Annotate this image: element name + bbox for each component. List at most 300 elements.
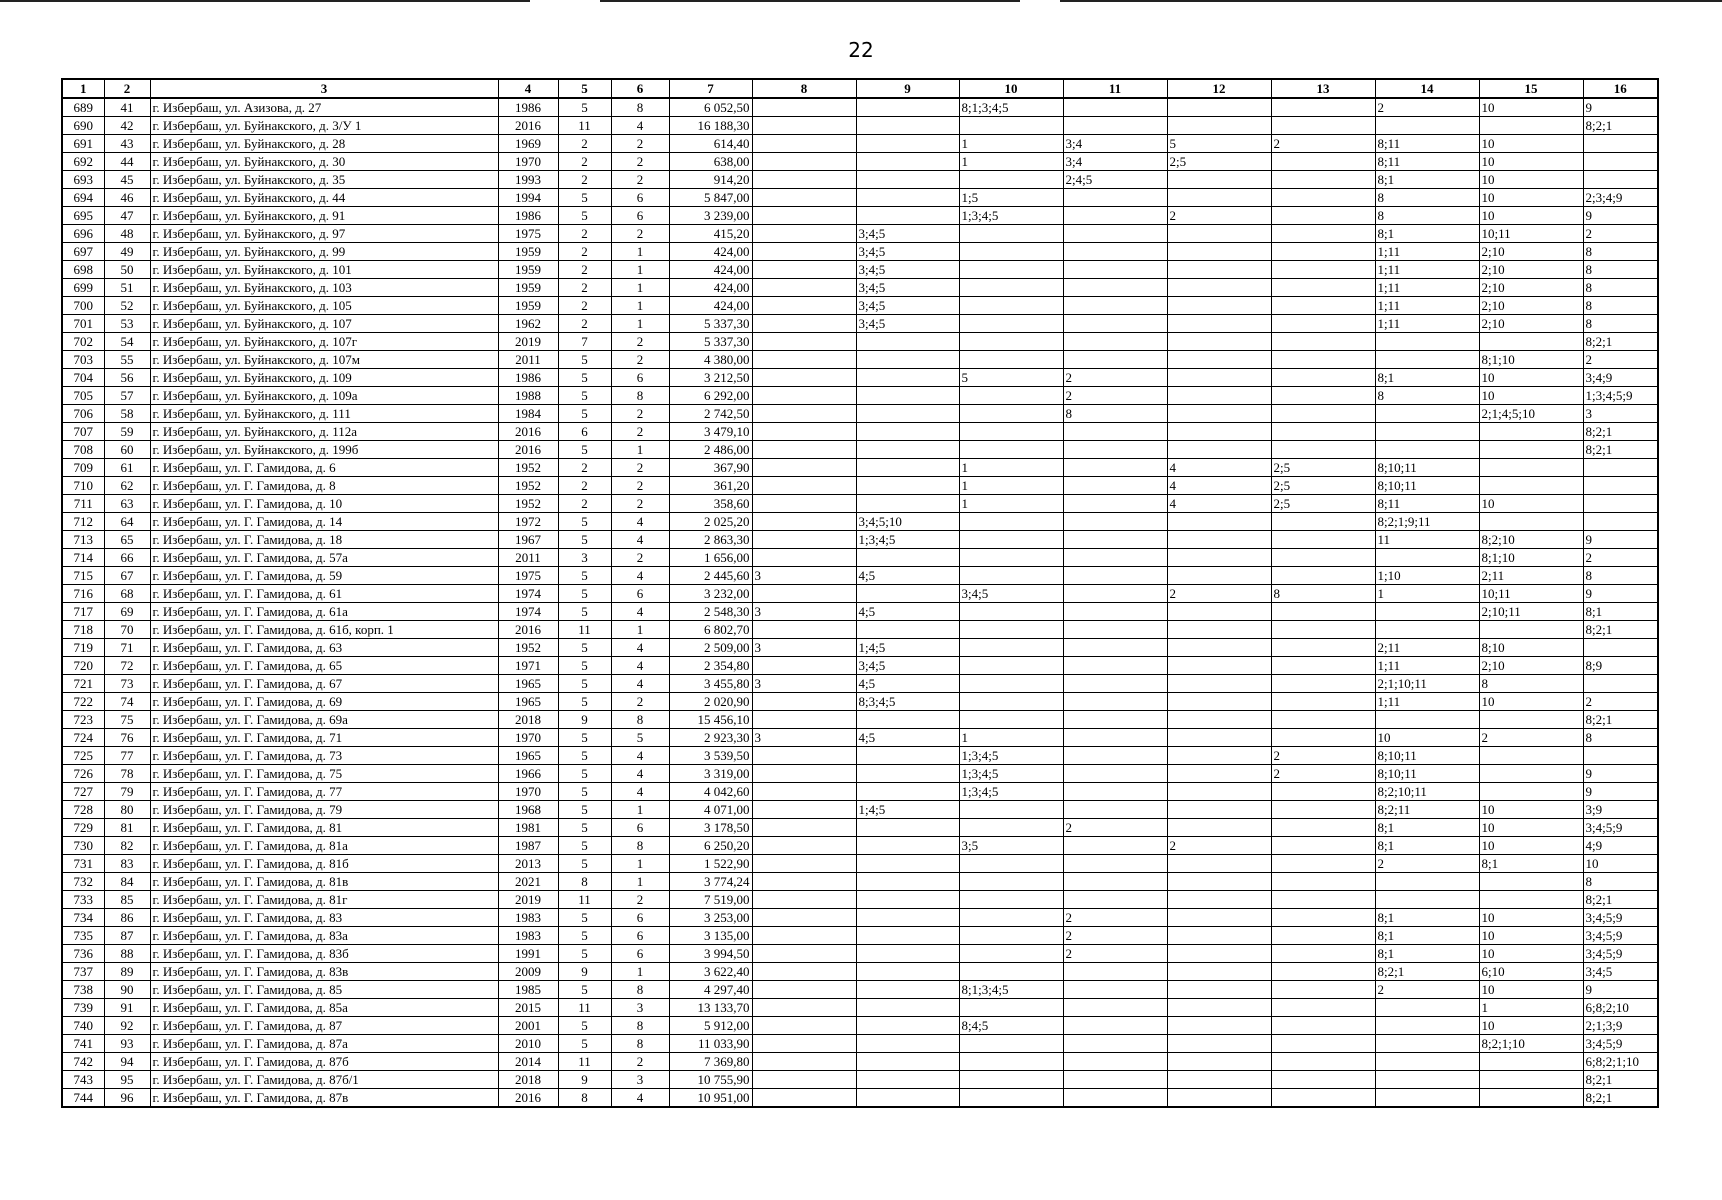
cell-col-8: [752, 441, 856, 459]
cell-col-8: [752, 405, 856, 423]
cell-col-10: 1;3;4;5: [959, 207, 1063, 225]
cell-col-1: 725: [62, 747, 104, 765]
cell-col-4: 1970: [498, 729, 558, 747]
cell-col-4: 2016: [498, 441, 558, 459]
cell-col-14: [1375, 117, 1479, 135]
cell-col-15: [1479, 765, 1583, 783]
cell-col-10: [959, 999, 1063, 1017]
cell-col-1: 700: [62, 297, 104, 315]
cell-col-9: [856, 927, 959, 945]
cell-col-15: [1479, 441, 1583, 459]
cell-col-16: [1583, 153, 1658, 171]
cell-col-8: [752, 189, 856, 207]
cell-col-11: 3;4: [1063, 153, 1167, 171]
table-row: [62, 243, 1658, 261]
cell-col-7: 3 253,00: [669, 909, 752, 927]
cell-col-14: 8;1: [1375, 837, 1479, 855]
cell-col-12: 2: [1167, 837, 1271, 855]
top-rule-1: [0, 0, 530, 2]
cell-col-6: 3: [611, 1071, 669, 1089]
cell-col-11: 2: [1063, 909, 1167, 927]
cell-col-4: 1983: [498, 909, 558, 927]
cell-col-11: [1063, 765, 1167, 783]
cell-col-8: [752, 153, 856, 171]
cell-col-9: [856, 981, 959, 999]
cell-col-5: 2: [558, 225, 611, 243]
cell-col-15: [1479, 1071, 1583, 1089]
cell-col-2: 90: [104, 981, 150, 999]
cell-col-1: 743: [62, 1071, 104, 1089]
cell-col-3: г. Избербаш, ул. Буйнакского, д. 30: [150, 153, 498, 171]
cell-col-15: [1479, 621, 1583, 639]
cell-col-1: 742: [62, 1053, 104, 1071]
cell-col-6: 2: [611, 225, 669, 243]
cell-col-5: 2: [558, 171, 611, 189]
cell-col-9: [856, 351, 959, 369]
cell-col-4: 1965: [498, 747, 558, 765]
table-row: [62, 1053, 1658, 1071]
cell-col-1: 716: [62, 585, 104, 603]
cell-col-8: [752, 513, 856, 531]
cell-col-11: 2: [1063, 945, 1167, 963]
cell-col-2: 45: [104, 171, 150, 189]
cell-col-4: 1959: [498, 297, 558, 315]
cell-col-4: 1986: [498, 207, 558, 225]
cell-col-14: 8;1: [1375, 909, 1479, 927]
cell-col-8: 3: [752, 729, 856, 747]
cell-col-15: 2;10: [1479, 657, 1583, 675]
cell-col-14: [1375, 711, 1479, 729]
cell-col-13: [1271, 711, 1375, 729]
table-row: [62, 855, 1658, 873]
cell-col-7: 16 188,30: [669, 117, 752, 135]
cell-col-15: 10: [1479, 98, 1583, 117]
cell-col-3: г. Избербаш, ул. Буйнакского, д. 101: [150, 261, 498, 279]
cell-col-2: 89: [104, 963, 150, 981]
cell-col-8: [752, 765, 856, 783]
cell-col-9: 4;5: [856, 603, 959, 621]
cell-col-15: [1479, 513, 1583, 531]
cell-col-15: 10: [1479, 1017, 1583, 1035]
cell-col-1: 695: [62, 207, 104, 225]
cell-col-1: 722: [62, 693, 104, 711]
cell-col-8: [752, 225, 856, 243]
cell-col-11: [1063, 675, 1167, 693]
cell-col-11: [1063, 495, 1167, 513]
cell-col-10: [959, 423, 1063, 441]
cell-col-13: [1271, 801, 1375, 819]
cell-col-16: 8;2;1: [1583, 117, 1658, 135]
cell-col-6: 1: [611, 315, 669, 333]
cell-col-12: 4: [1167, 459, 1271, 477]
cell-col-4: 1988: [498, 387, 558, 405]
cell-col-4: 1993: [498, 171, 558, 189]
cell-col-2: 83: [104, 855, 150, 873]
cell-col-9: [856, 873, 959, 891]
cell-col-15: 10: [1479, 927, 1583, 945]
cell-col-9: [856, 495, 959, 513]
cell-col-10: [959, 297, 1063, 315]
cell-col-3: г. Избербаш, ул. Г. Гамидова, д. 83в: [150, 963, 498, 981]
cell-col-16: 9: [1583, 765, 1658, 783]
cell-col-5: 7: [558, 333, 611, 351]
cell-col-12: [1167, 117, 1271, 135]
cell-col-3: г. Избербаш, ул. Буйнакского, д. 109а: [150, 387, 498, 405]
cell-col-9: 3;4;5: [856, 225, 959, 243]
cell-col-14: 8: [1375, 387, 1479, 405]
cell-col-10: 8;1;3;4;5: [959, 981, 1063, 999]
cell-col-2: 76: [104, 729, 150, 747]
cell-col-12: 5: [1167, 135, 1271, 153]
cell-col-1: 697: [62, 243, 104, 261]
cell-col-10: 1: [959, 459, 1063, 477]
cell-col-7: 361,20: [669, 477, 752, 495]
cell-col-8: [752, 297, 856, 315]
cell-col-4: 1959: [498, 243, 558, 261]
cell-col-1: 715: [62, 567, 104, 585]
cell-col-11: [1063, 98, 1167, 117]
cell-col-4: 2016: [498, 1089, 558, 1108]
cell-col-16: [1583, 459, 1658, 477]
cell-col-8: [752, 1053, 856, 1071]
cell-col-12: [1167, 549, 1271, 567]
cell-col-10: [959, 603, 1063, 621]
cell-col-5: 5: [558, 98, 611, 117]
cell-col-11: 2: [1063, 819, 1167, 837]
cell-col-6: 1: [611, 243, 669, 261]
cell-col-6: 2: [611, 477, 669, 495]
cell-col-16: 8;2;1: [1583, 423, 1658, 441]
table-row: [62, 747, 1658, 765]
cell-col-1: 703: [62, 351, 104, 369]
cell-col-11: 2;4;5: [1063, 171, 1167, 189]
cell-col-1: 737: [62, 963, 104, 981]
cell-col-7: 5 847,00: [669, 189, 752, 207]
cell-col-13: [1271, 297, 1375, 315]
cell-col-15: 10: [1479, 837, 1583, 855]
cell-col-13: 2;5: [1271, 477, 1375, 495]
cell-col-7: 424,00: [669, 261, 752, 279]
cell-col-6: 4: [611, 639, 669, 657]
header-row: [62, 79, 1658, 98]
cell-col-9: [856, 783, 959, 801]
cell-col-5: 11: [558, 1053, 611, 1071]
cell-col-12: [1167, 225, 1271, 243]
cell-col-15: [1479, 873, 1583, 891]
cell-col-7: 15 456,10: [669, 711, 752, 729]
cell-col-14: 1;11: [1375, 279, 1479, 297]
cell-col-12: [1167, 1089, 1271, 1108]
cell-col-6: 1: [611, 297, 669, 315]
cell-col-10: [959, 117, 1063, 135]
cell-col-3: г. Избербаш, ул. Г. Гамидова, д. 8: [150, 477, 498, 495]
cell-col-12: [1167, 423, 1271, 441]
cell-col-16: 3;4;5: [1583, 963, 1658, 981]
cell-col-15: [1479, 459, 1583, 477]
cell-col-8: [752, 549, 856, 567]
cell-col-13: [1271, 513, 1375, 531]
cell-col-11: [1063, 243, 1167, 261]
cell-col-5: 5: [558, 1035, 611, 1053]
cell-col-16: [1583, 639, 1658, 657]
cell-col-11: [1063, 261, 1167, 279]
cell-col-15: 2;1;4;5;10: [1479, 405, 1583, 423]
cell-col-16: 2: [1583, 693, 1658, 711]
cell-col-11: [1063, 549, 1167, 567]
table-row: [62, 783, 1658, 801]
cell-col-9: [856, 1053, 959, 1071]
cell-col-3: г. Избербаш, ул. Г. Гамидова, д. 87а: [150, 1035, 498, 1053]
cell-col-4: 1970: [498, 153, 558, 171]
cell-col-2: 87: [104, 927, 150, 945]
cell-col-2: 47: [104, 207, 150, 225]
cell-col-14: 2;11: [1375, 639, 1479, 657]
cell-col-12: [1167, 909, 1271, 927]
cell-col-9: [856, 1089, 959, 1108]
cell-col-6: 4: [611, 765, 669, 783]
cell-col-8: [752, 837, 856, 855]
table-row: [62, 98, 1658, 117]
cell-col-4: 1981: [498, 819, 558, 837]
cell-col-13: [1271, 657, 1375, 675]
cell-col-11: [1063, 873, 1167, 891]
table-row: [62, 1017, 1658, 1035]
cell-col-5: 2: [558, 153, 611, 171]
cell-col-3: г. Избербаш, ул. Г. Гамидова, д. 87б/1: [150, 1071, 498, 1089]
cell-col-5: 5: [558, 207, 611, 225]
table-row: [62, 837, 1658, 855]
cell-col-1: 698: [62, 261, 104, 279]
cell-col-8: [752, 927, 856, 945]
cell-col-9: 3;4;5: [856, 297, 959, 315]
cell-col-1: 724: [62, 729, 104, 747]
cell-col-16: 8: [1583, 567, 1658, 585]
cell-col-1: 721: [62, 675, 104, 693]
table-row: [62, 999, 1658, 1017]
cell-col-5: 5: [558, 855, 611, 873]
cell-col-16: 3;9: [1583, 801, 1658, 819]
cell-col-1: 734: [62, 909, 104, 927]
cell-col-7: 3 232,00: [669, 585, 752, 603]
cell-col-12: 4: [1167, 477, 1271, 495]
cell-col-9: [856, 945, 959, 963]
cell-col-3: г. Избербаш, ул. Г. Гамидова, д. 87б: [150, 1053, 498, 1071]
cell-col-4: 2010: [498, 1035, 558, 1053]
cell-col-5: 5: [558, 819, 611, 837]
cell-col-2: 94: [104, 1053, 150, 1071]
cell-col-9: [856, 819, 959, 837]
cell-col-1: 726: [62, 765, 104, 783]
cell-col-10: [959, 225, 1063, 243]
cell-col-4: 1975: [498, 567, 558, 585]
cell-col-13: [1271, 981, 1375, 999]
cell-col-14: [1375, 873, 1479, 891]
cell-col-12: [1167, 765, 1271, 783]
table-row: [62, 369, 1658, 387]
cell-col-3: г. Избербаш, ул. Г. Гамидова, д. 83: [150, 909, 498, 927]
cell-col-6: 6: [611, 207, 669, 225]
cell-col-3: г. Избербаш, ул. Г. Гамидова, д. 71: [150, 729, 498, 747]
cell-col-10: [959, 891, 1063, 909]
cell-col-16: 3;4;5;9: [1583, 927, 1658, 945]
cell-col-8: [752, 207, 856, 225]
cell-col-2: 69: [104, 603, 150, 621]
cell-col-12: [1167, 261, 1271, 279]
cell-col-14: 1;10: [1375, 567, 1479, 585]
cell-col-10: [959, 945, 1063, 963]
cell-col-12: [1167, 621, 1271, 639]
cell-col-5: 5: [558, 945, 611, 963]
cell-col-7: 10 951,00: [669, 1089, 752, 1108]
cell-col-1: 727: [62, 783, 104, 801]
cell-col-15: 2: [1479, 729, 1583, 747]
cell-col-1: 702: [62, 333, 104, 351]
table-row: [62, 981, 1658, 999]
cell-col-4: 2016: [498, 423, 558, 441]
cell-col-13: [1271, 999, 1375, 1017]
cell-col-12: [1167, 567, 1271, 585]
cell-col-6: 4: [611, 657, 669, 675]
cell-col-3: г. Избербаш, ул. Буйнакского, д. 44: [150, 189, 498, 207]
table-row: [62, 585, 1658, 603]
table-row: [62, 729, 1658, 747]
cell-col-3: г. Избербаш, ул. Г. Гамидова, д. 10: [150, 495, 498, 513]
cell-col-3: г. Избербаш, ул. Г. Гамидова, д. 18: [150, 531, 498, 549]
cell-col-16: 9: [1583, 783, 1658, 801]
cell-col-16: 6;8;2;1;10: [1583, 1053, 1658, 1071]
cell-col-8: [752, 585, 856, 603]
cell-col-2: 42: [104, 117, 150, 135]
cell-col-15: 8;1;10: [1479, 351, 1583, 369]
cell-col-1: 709: [62, 459, 104, 477]
cell-col-12: [1167, 873, 1271, 891]
cell-col-3: г. Избербаш, ул. Г. Гамидова, д. 81б: [150, 855, 498, 873]
cell-col-1: 706: [62, 405, 104, 423]
cell-col-15: 10: [1479, 981, 1583, 999]
cell-col-4: 1984: [498, 405, 558, 423]
cell-col-1: 741: [62, 1035, 104, 1053]
cell-col-8: 3: [752, 675, 856, 693]
cell-col-2: 68: [104, 585, 150, 603]
cell-col-12: [1167, 657, 1271, 675]
cell-col-6: 1: [611, 801, 669, 819]
cell-col-12: [1167, 639, 1271, 657]
cell-col-15: 2;10: [1479, 243, 1583, 261]
cell-col-5: 2: [558, 243, 611, 261]
cell-col-11: 2: [1063, 369, 1167, 387]
column-header-16: 16: [1583, 79, 1658, 98]
cell-col-6: 4: [611, 567, 669, 585]
column-header-13: 13: [1271, 79, 1375, 98]
cell-col-14: 8;10;11: [1375, 747, 1479, 765]
cell-col-16: 3;4;9: [1583, 369, 1658, 387]
cell-col-8: [752, 693, 856, 711]
table-row: [62, 1071, 1658, 1089]
cell-col-3: г. Избербаш, ул. Г. Гамидова, д. 75: [150, 765, 498, 783]
cell-col-6: 4: [611, 513, 669, 531]
cell-col-16: [1583, 495, 1658, 513]
cell-col-10: [959, 333, 1063, 351]
cell-col-14: 8;10;11: [1375, 459, 1479, 477]
cell-col-13: 2;5: [1271, 495, 1375, 513]
page-number: 22: [848, 38, 874, 62]
cell-col-9: 3;4;5;10: [856, 513, 959, 531]
cell-col-11: [1063, 513, 1167, 531]
cell-col-13: 2: [1271, 135, 1375, 153]
cell-col-4: 1970: [498, 783, 558, 801]
cell-col-5: 5: [558, 729, 611, 747]
cell-col-3: г. Избербаш, ул. Г. Гамидова, д. 87в: [150, 1089, 498, 1108]
column-header-11: 11: [1063, 79, 1167, 98]
cell-col-7: 3 178,50: [669, 819, 752, 837]
cell-col-16: [1583, 135, 1658, 153]
cell-col-1: 740: [62, 1017, 104, 1035]
cell-col-11: [1063, 603, 1167, 621]
table-row: [62, 711, 1658, 729]
cell-col-12: [1167, 513, 1271, 531]
cell-col-14: 8;2;1: [1375, 963, 1479, 981]
cell-col-1: 701: [62, 315, 104, 333]
cell-col-6: 6: [611, 927, 669, 945]
cell-col-15: 10: [1479, 693, 1583, 711]
cell-col-8: [752, 1017, 856, 1035]
cell-col-14: 1;11: [1375, 693, 1479, 711]
cell-col-12: [1167, 603, 1271, 621]
cell-col-14: [1375, 621, 1479, 639]
cell-col-7: 2 486,00: [669, 441, 752, 459]
cell-col-14: 1;11: [1375, 297, 1479, 315]
cell-col-2: 72: [104, 657, 150, 675]
cell-col-8: [752, 243, 856, 261]
cell-col-4: 2015: [498, 999, 558, 1017]
cell-col-4: 1987: [498, 837, 558, 855]
cell-col-2: 48: [104, 225, 150, 243]
cell-col-1: 723: [62, 711, 104, 729]
cell-col-2: 93: [104, 1035, 150, 1053]
cell-col-13: [1271, 1017, 1375, 1035]
cell-col-7: 3 135,00: [669, 927, 752, 945]
column-header-12: 12: [1167, 79, 1271, 98]
cell-col-4: 2009: [498, 963, 558, 981]
table-row: [62, 495, 1658, 513]
cell-col-14: 2: [1375, 855, 1479, 873]
cell-col-9: [856, 711, 959, 729]
cell-col-13: [1271, 873, 1375, 891]
cell-col-5: 5: [558, 369, 611, 387]
cell-col-13: [1271, 639, 1375, 657]
cell-col-15: [1479, 891, 1583, 909]
cell-col-12: [1167, 279, 1271, 297]
cell-col-10: 1: [959, 729, 1063, 747]
table-row: [62, 189, 1658, 207]
cell-col-9: [856, 117, 959, 135]
cell-col-8: [752, 279, 856, 297]
cell-col-10: 1;3;4;5: [959, 765, 1063, 783]
cell-col-5: 2: [558, 459, 611, 477]
cell-col-15: 8;2;1;10: [1479, 1035, 1583, 1053]
cell-col-16: 8;2;1: [1583, 441, 1658, 459]
cell-col-15: 2;10: [1479, 261, 1583, 279]
cell-col-4: 2018: [498, 711, 558, 729]
cell-col-8: [752, 315, 856, 333]
cell-col-7: 358,60: [669, 495, 752, 513]
cell-col-12: [1167, 711, 1271, 729]
cell-col-1: 690: [62, 117, 104, 135]
cell-col-2: 52: [104, 297, 150, 315]
cell-col-11: 2: [1063, 927, 1167, 945]
cell-col-10: 1;3;4;5: [959, 747, 1063, 765]
cell-col-9: 3;4;5: [856, 279, 959, 297]
